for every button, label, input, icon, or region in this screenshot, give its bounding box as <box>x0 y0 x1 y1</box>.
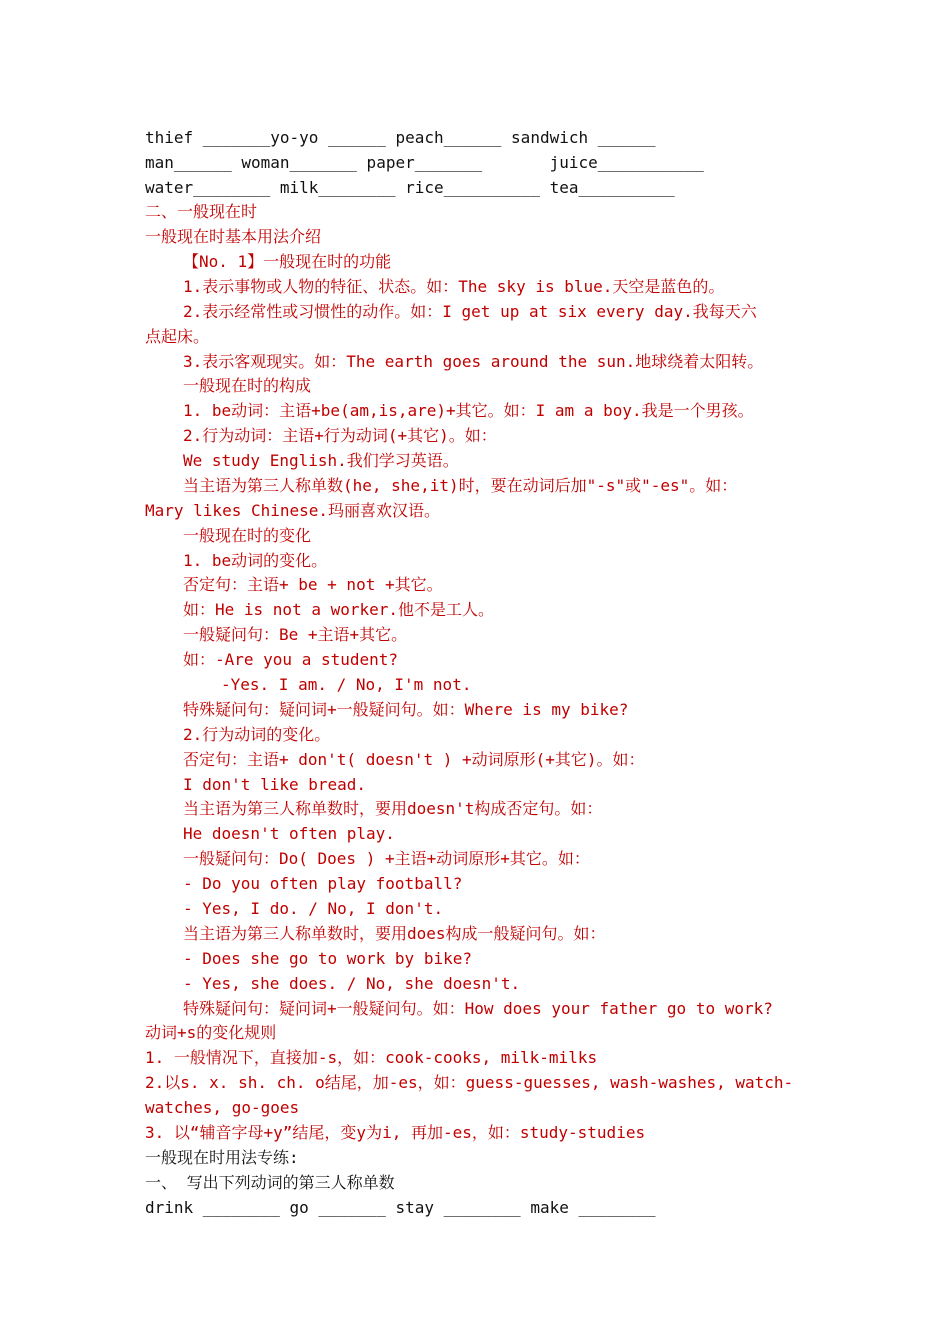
vocab-row-2: man______ woman_______ paper_______ juice___________ <box>145 153 704 172</box>
s-rule-2: 2.以s. x. sh. ch. o结尾，加-es，如：guess-guesses, wash-washes, watch- <box>145 1073 794 1092</box>
practice-words: drink ________ go _______ stay ________ make ________ <box>145 1198 656 1217</box>
s-rule-1: 1. 一般情况下，直接加-s，如：cook-cooks, milk-milks <box>145 1048 598 1067</box>
verb-rule: 2.行为动词：主语+行为动词(+其它)。如： <box>183 426 497 445</box>
no1-label: 【No. 1】一般现在时的功能 <box>183 252 392 271</box>
verb-third-question: 当主语为第三人称单数时，要用does构成一般疑问句。如： <box>183 924 606 943</box>
be-question-a: -Yes. I am. / No, I'm not. <box>221 675 472 694</box>
third-person-rule: 当主语为第三人称单数(he, she,it)时，要在动词后加"-s"或"-es"。如： <box>183 476 738 495</box>
third-person-example: Mary likes Chinese.玛丽喜欢汉语。 <box>145 501 441 520</box>
verb-question-a: - Yes, I do. / No, I don't. <box>183 899 444 918</box>
be-negative-example: 如：He is not a worker.他不是工人。 <box>183 600 495 619</box>
verb-third-negative-example: He doesn't often play. <box>183 824 395 843</box>
verb-question-q: - Do you often play football? <box>183 874 463 893</box>
verb-special-question: 特殊疑问句：疑问词+一般疑问句。如：How does your father go to work? <box>183 999 773 1018</box>
be-question: 一般疑问句：Be +主语+其它。 <box>183 625 408 644</box>
s-rule-2-continued: watches, go-goes <box>145 1098 300 1117</box>
s-rule-3: 3. 以“辅音字母+y”结尾，变y为i, 再加-es，如：study-studies <box>145 1123 646 1142</box>
verb-third-question-q: - Does she go to work by bike? <box>183 949 472 968</box>
be-change: 1. be动词的变化。 <box>183 551 328 570</box>
function-item-3: 3.表示客观现实。如：The earth goes around the sun.地球绕着太阳转。 <box>183 352 764 371</box>
verb-negative: 否定句：主语+ don't( doesn't ) +动词原形(+其它)。如： <box>183 750 645 769</box>
verb-negative-example: I don't like bread. <box>183 775 367 794</box>
verb-question: 一般疑问句：Do( Does ) +主语+动词原形+其它。如： <box>183 849 590 868</box>
function-item-2-continued: 点起床。 <box>145 327 210 346</box>
section-heading: 二、一般现在时 <box>145 202 258 221</box>
verb-third-negative: 当主语为第三人称单数时，要用doesn't构成否定句。如： <box>183 799 603 818</box>
verb-third-question-a: - Yes, she does. / No, she doesn't. <box>183 974 521 993</box>
intro-title: 一般现在时基本用法介绍 <box>145 227 322 246</box>
vocab-row-3: water________ milk________ rice__________ tea__________ <box>145 178 675 197</box>
verb-example: We study English.我们学习英语。 <box>183 451 459 470</box>
practice-task-1: 一、 写出下列动词的第三人称单数 <box>145 1173 395 1192</box>
function-item-2: 2.表示经常性或习惯性的动作。如：I get up at six every day.我每天六 <box>183 302 757 321</box>
be-negative: 否定句：主语+ be + not +其它。 <box>183 575 443 594</box>
be-rule: 1. be动词：主语+be(am,is,are)+其它。如：I am a boy.我是一个男孩。 <box>183 401 754 420</box>
s-rules-title: 动词+s的变化规则 <box>145 1023 277 1042</box>
be-special-question: 特殊疑问句：疑问词+一般疑问句。如：Where is my bike? <box>183 700 629 719</box>
changes-title: 一般现在时的变化 <box>183 526 312 545</box>
be-question-q: 如：-Are you a student? <box>183 650 399 669</box>
verb-change: 2.行为动词的变化。 <box>183 725 331 744</box>
practice-title: 一般现在时用法专练: <box>145 1148 299 1167</box>
structure-title: 一般现在时的构成 <box>183 376 312 395</box>
function-item-1: 1.表示事物或人物的特征、状态。如：The sky is blue.天空是蓝色的。 <box>183 277 725 296</box>
vocab-row-1: thief _______yo-yo ______ peach______ sandwich ______ <box>145 128 656 147</box>
